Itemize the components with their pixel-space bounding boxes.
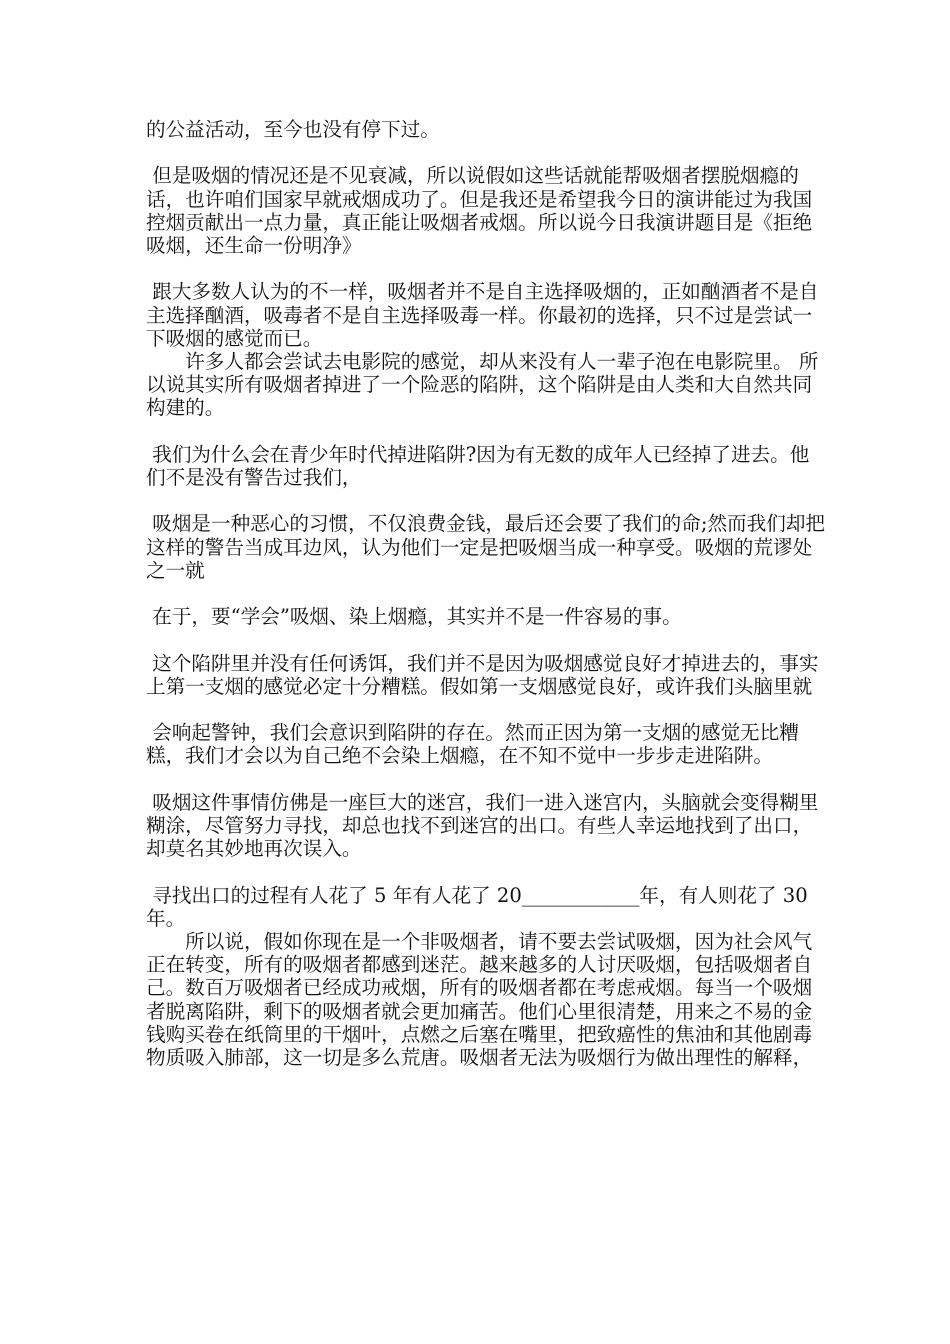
paragraph-gap xyxy=(146,489,826,512)
paragraph-gap xyxy=(146,628,826,651)
paragraph-8: 这个陷阱里并没有任何诱饵，我们并不是因为吸烟感觉良好才掉进去的，事实上第一支烟的感觉必定十分糟糕。假如第一支烟感觉良好，或许我们头脑里就 xyxy=(146,651,819,698)
paragraph-1: 的公益活动，至今也没有停下过。 xyxy=(146,118,440,141)
paragraph-gap xyxy=(146,420,826,443)
paragraph-10: 吸烟这件事情仿佛是一座巨大的迷宫，我们一进入迷宫内，头脑就会变得糊里糊涂，尽管努力寻找，却总也找不到迷宫的出口。有些人幸运地找到了出口，却莫名其妙地再次误入。 xyxy=(146,790,819,861)
paragraph-6: 吸烟是一种恶心的习惯，不仅浪费金钱，最后还会要了我们的命;然而我们却把这样的警告当成耳边风，认为他们一定是把吸烟当成一种享受。吸烟的荒谬处之一就 xyxy=(146,512,826,582)
paragraph-gap xyxy=(146,698,826,721)
paragraph-12: 所以说，假如你现在是一个非吸烟者，请不要去尝试吸烟，因为社会风气正在转变，所有的吸烟者都感到迷茫。越来越多的人讨厌吸烟，包括吸烟者自己。数百万吸烟者已经成功戒烟，所有的吸烟者都在考虑戒烟。每当一个吸烟者脱离陷阱，剩下的吸烟者就会更加痛苦。他们心里很清楚，用来之不易的金钱购买卷在纸筒里的干烟叶，点燃之后塞在嘴里，把致癌性的焦油和其他剧毒物质吸入肺部，这一切是多么荒唐。吸烟者无法为吸烟行为做出理性的解释， xyxy=(146,929,813,1069)
paragraph-11: 寻找出口的过程有人花了 5 年有人花了 20____________年，有人则花了 30 年。 xyxy=(146,883,814,930)
paragraph-4: 许多人都会尝试去电影院的感觉，却从来没有人一辈子泡在电影院里。 所以说其实所有吸烟者掉进了一个险恶的陷阱，这个陷阱是由人类和大自然共同构建的。 xyxy=(146,350,819,420)
paragraph-gap xyxy=(146,860,826,883)
paragraph-5: 我们为什么会在青少年时代掉进陷阱?因为有无数的成年人已经掉了进去。他们不是没有警告过我们， xyxy=(146,442,810,489)
paragraph-3: 跟大多数人认为的不一样，吸烟者并不是自主选择吸烟的，正如酗酒者不是自主选择酗酒，吸毒者不是自主选择吸毒一样。你最初的选择，只不过是尝试一下吸烟的感觉而已。 xyxy=(146,280,819,350)
paragraph-gap xyxy=(146,582,826,605)
paragraph-2: 但是吸烟的情况还是不见衰减，所以说假如这些话就能帮吸烟者摆脱烟瘾的话，也许咱们国家早就戒烟成功了。但是我还是希望我今日的演讲能过为我国控烟贡献出一点力量，真正能让吸烟者戒烟。所以说今日我演讲题目是《拒绝吸烟，还生命一份明净》 xyxy=(146,164,813,257)
paragraph-gap xyxy=(146,768,826,791)
paragraph-gap xyxy=(146,257,826,280)
paragraph-gap xyxy=(146,141,826,164)
paragraph-7: 在于，要“学会”吸烟、染上烟瘾，其实并不是一件容易的事。 xyxy=(146,605,682,629)
paragraph-9: 会响起警钟，我们会意识到陷阱的存在。然而正因为第一支烟的感觉无比糟糕，我们才会以为自己绝不会染上烟瘾，在不知不觉中一步步走进陷阱。 xyxy=(146,721,799,768)
document-page xyxy=(146,118,826,1069)
